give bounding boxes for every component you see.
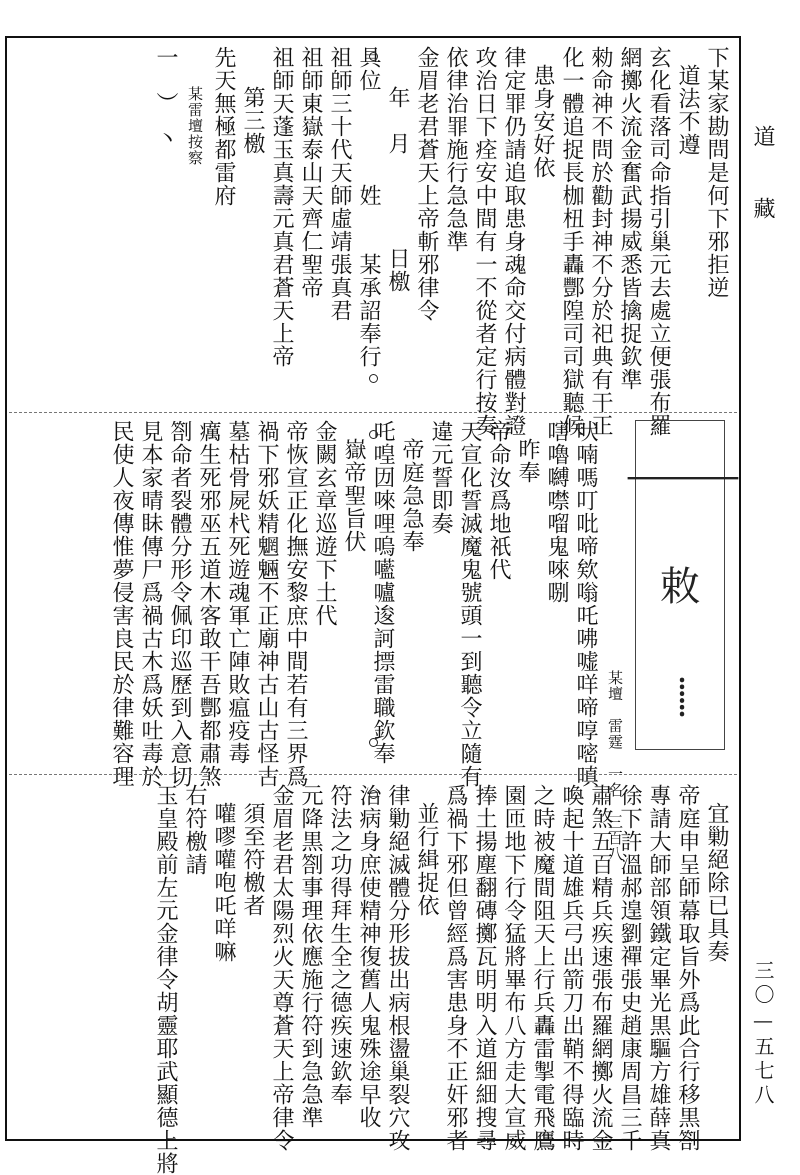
text-column: 墓枯骨屍杙死遊魂軍亡陣敗瘟疫毒	[225, 420, 250, 765]
text-column: 徐下許溫郝遑劉禪張史趙康周昌三千	[617, 784, 642, 1152]
text-column: 吠喃嗎叮吡啼欸嗡吒咈嘘咩啼啍嘧嗔	[573, 420, 598, 788]
text-column: 帝庭申呈師幕取旨外爲此合行移黒劄	[675, 784, 700, 1152]
text-column: 劄命者裂體分形令佩印巡歷到入意切	[167, 420, 192, 788]
text-column: 之時被魔間阻天上行兵轟雷掣電飛鷹	[530, 784, 555, 1152]
collection-label: 道 藏	[750, 125, 775, 233]
text-column: 祖師東嶽泰山天齊仁聖帝	[298, 46, 323, 299]
text-column: 捧土揚塵翻磚擲瓦明明入道細細搜尋	[472, 784, 497, 1152]
page-code: 三〇—五七八	[751, 960, 775, 1108]
text-column: 爲禍下邪但曾經爲害患身不正奸邪者	[443, 784, 468, 1152]
text-column: 天宣化誓滅魔鬼號頭一到聽令立隨有	[457, 420, 482, 788]
text-column: 網擲火流金奮武揚威悉皆擒捉欽準	[617, 46, 642, 391]
divider-middle	[9, 774, 737, 775]
text-column: 祖師天蓬玉真壽元真君蒼天上帝	[269, 46, 294, 368]
text-column: 吒喤㘞唻哩嗚㘕嚧逡訶摽雷職欽奉	[370, 420, 395, 765]
text-column: 喚起十道雄兵弓出箭刀出鞘不得臨時	[559, 784, 584, 1152]
text-column: 園匝地下行令猛將畢布八方走大宣威	[501, 784, 526, 1152]
panel-top	[15, 46, 731, 437]
text-column: 須至符檄者	[240, 802, 265, 917]
circle-mark	[369, 374, 378, 383]
text-column: 下某家勘問是何下邪拒逆	[704, 46, 729, 299]
circle-mark	[369, 790, 378, 799]
text-column: 符法之功得拜生全之德疾速欽奉	[327, 784, 352, 1106]
text-column: 金闕玄章巡遊下土代	[312, 420, 337, 627]
text-column: 第三檄	[240, 86, 265, 155]
text-column: 帝命汝爲地祇代	[486, 420, 511, 581]
text-column: 元降黒劄事理依應施行符到急急準	[298, 784, 323, 1129]
text-column: 專請大師部領鐵定畢光黒驅方雄薛真	[646, 784, 671, 1152]
text-column: 民使人夜傳惟夢侵害良民於律難容理	[109, 420, 134, 788]
text-column: 宜勦絕除已具奏	[704, 802, 729, 963]
text-column: 年 月 日檄	[385, 86, 410, 293]
text-column: 右符檄請	[182, 784, 207, 876]
circle-mark	[369, 430, 378, 439]
circle-mark	[369, 52, 378, 61]
talisman-label: 敕	[660, 563, 700, 610]
text-column: 道法不遵	[675, 64, 700, 156]
text-column: 嚾嘐嚾咆吒咩嘛	[211, 802, 236, 963]
text-column: 具位 姓 某承詔奉行	[356, 46, 381, 368]
text-column: 帝恢宣正化撫安黎庶中間若有三界爲	[283, 420, 308, 788]
text-column: 玄化看落司命指引巢元去處立便張布羅	[646, 46, 671, 437]
text-column: 化一體追捉長枷杻手轟酆隍司司獄聽候	[559, 46, 584, 437]
text-column: 嶽帝聖旨伏	[341, 438, 366, 553]
text-column: 禍下邪妖精魍魎不正廟神古山古怪古	[254, 420, 279, 788]
talisman-seal	[635, 420, 725, 750]
text-column: 先天無極都雷府	[211, 46, 236, 207]
text-column: 患身安好依	[530, 64, 555, 179]
text-column: 治病身庶使精神復舊人鬼殊途早收	[356, 784, 381, 1129]
circle-mark	[369, 738, 378, 747]
text-column: 違元誓即奏	[428, 420, 453, 535]
talisman-glyph-top: ⸻	[653, 450, 707, 497]
text-column: 帝庭急急奉	[399, 438, 424, 553]
text-column: 金眉老君蒼天上帝斬邪律令	[414, 46, 439, 322]
text-column: 肅煞五百精兵疾速張布羅網擲火流金	[588, 784, 613, 1152]
text-column: 祖師三十代天師虛靖張真君	[327, 46, 352, 322]
text-column: 律定罪仍請追取患身魂命交付病體對證	[501, 46, 526, 437]
panel-bottom	[15, 784, 731, 1175]
text-column: 見本家晴眛傳尸爲禍古木爲妖吐毒於	[138, 420, 163, 788]
text-column: 律勦絕滅體分形拔出病根盪巢裂穴攻	[385, 784, 410, 1152]
page-frame	[5, 36, 741, 1175]
text-column: 某雷壇按察	[186, 86, 204, 166]
text-column: 嗐嚕嚩噤𠺕鬼唻哵	[544, 420, 569, 604]
text-column: 並行緝捉依	[414, 802, 439, 917]
text-column: 玉皇殿前左元金律令胡靈耶武顯德上將	[153, 784, 178, 1175]
talisman-glyph-bottom: ⸽	[659, 670, 701, 720]
text-column: 昨奉	[515, 438, 540, 484]
talisman-notes: 某壇 雷霆 一名 三百八	[606, 670, 624, 862]
text-column: 癘生死邪巫五道木客敢干吾酆都肅煞	[196, 420, 221, 788]
text-column: 依律治罪施行急急準	[443, 46, 468, 253]
text-column: 金眉老君太陽烈火天尊蒼天上帝律令	[269, 784, 294, 1152]
divider-top	[9, 412, 737, 413]
text-column: 勑命神不問於勸封神不分於祀典有干正	[588, 46, 613, 437]
text-column: 一 ） 丶	[153, 46, 178, 150]
text-column: 攻治日下痊安中間有一不從者定行按奏	[472, 46, 497, 437]
